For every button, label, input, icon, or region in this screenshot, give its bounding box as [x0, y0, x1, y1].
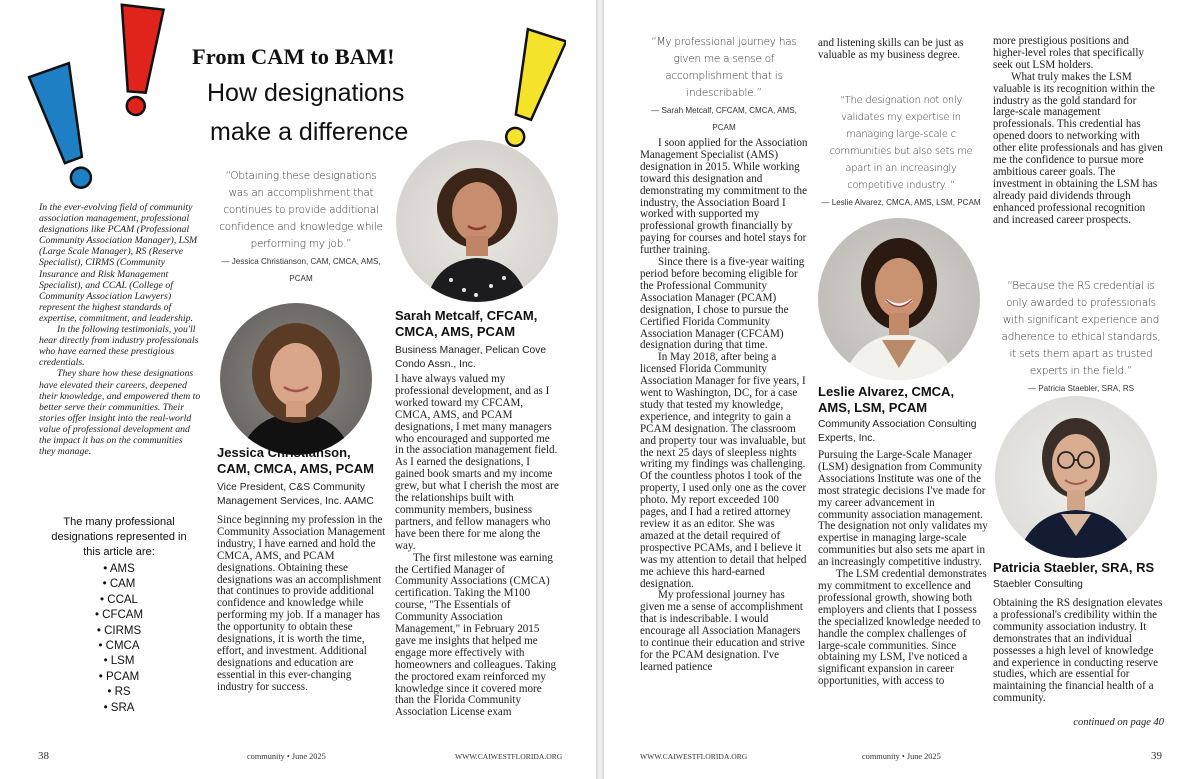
- leslie-body: [818, 450, 988, 688]
- designation-item: • CFCAM: [94, 609, 144, 622]
- pull-quote-text: “The designation not only validates my expertise in managing large-scale c communities but also sets me apart in an increasingly competitive industry..”: [829, 95, 973, 191]
- column1-paragraph-4: My professional journey has given me a sense of accomplishment that is indescribable. I would encourage all Association Managers to continue their education and strive for the PCAM designation. I've learned patience: [640, 589, 805, 673]
- designations-heading: The many professional designations represented in this article are:: [51, 516, 187, 558]
- designation-item: • LSM: [103, 655, 135, 668]
- pull-quote-leslie: [818, 92, 984, 211]
- patricia-staebler-photo: [995, 396, 1157, 558]
- page-number-right: 39: [1151, 750, 1162, 762]
- footer-url-left: WWW.CAIWESTFLORIDA.ORG: [455, 752, 563, 761]
- yellow-exclamation-graphic: [486, 26, 566, 156]
- designation-item: • SRA: [103, 701, 135, 714]
- leslie-name: Leslie Alvarez, CMCA, AMS, LSM, PCAM: [818, 384, 955, 415]
- designation-item: • AMS: [103, 563, 135, 575]
- designation-item: • PCAM: [98, 670, 140, 683]
- sarah-paragraph-2: The first milestone was earning the Certified Manager of Community Associations (CMCA) certification. Taking the M100 course, "The Essentials of Community Association Management," in February 2015 gave me insights that helped me engage more effectively with homeowners and colleagues. Taking the proctored exam reinforced my knowledge since it covered more than the Florida Community Association License exam: [395, 551, 557, 719]
- sarah-body: [395, 374, 560, 719]
- patricia-role: Staebler Consulting: [993, 579, 1083, 590]
- intro-paragraph-1: In the ever-evolving field of community association management, professional designations like PCAM (Professional Community Association Manager), LSM (Large Scale Manager), RS (Reserve Specialist), CIRMS (Community Insurance and Risk Management Specialist), and CCAL (College of Community Association Lawyers) represent the highest standards of expertise, commitment, and leadership.: [39, 202, 198, 324]
- exclamation-marks-graphic: [18, 0, 178, 200]
- sarah-name: Sarah Metcalf, CFCAM, CMCA, AMS, PCAM: [395, 308, 538, 339]
- pull-quote-sarah: [640, 34, 808, 136]
- jessica-paragraph: Since beginning my profession in the Community Association Management industry, I have earned and hold the CMCA, AMS, and PCAM designations. Obtaining these designations was an accomplishment that continues to provide additional confidence and knowledge while performing my job. If a manager has the opportunity to obtain these designations, it is worth the time, effort, and investment. Additional designations and education are essential in this ever-changing industry for success.: [217, 514, 386, 693]
- pull-quote-attribution: — Leslie Alvarez, CMCA, AMS, LSM, PCAM: [821, 198, 981, 207]
- column3-paragraph-1: more prestigious positions and higher-level roles that specifically seek out LSM holders.: [993, 35, 1145, 71]
- jessica-role: Vice President, C&S Community Management Services, Inc. AAMC: [217, 482, 374, 507]
- page-gutter: [596, 0, 604, 779]
- leslie-paragraph-2: The LSM credential demonstrates my commitment to excellence and professional growth, showing both employers and clients that I possess the specialized knowledge needed to handle the complex challenges of large-scale communities. Since obtaining my LSM, I've noticed a significant expansion in career opportunities, with access to: [818, 568, 987, 688]
- jessica-christianson-photo: [220, 303, 372, 455]
- article-title: From CAM to BAM!: [192, 44, 395, 69]
- column2-paragraph-top: and listening skills can be just as valuable as my business degree.: [818, 37, 964, 61]
- intro-paragraph-3: They share how these designations have elevated their careers, deepened their knowledge, and empowered them to better serve their communities. Their stories offer insight into the real-world value of professional development and the impact it has on the communities they manage.: [39, 368, 201, 458]
- right-column-3: [993, 36, 1163, 227]
- footer-url-right: WWW.CAIWESTFLORIDA.ORG: [640, 752, 748, 761]
- pull-quote-text: “Because the RS credential is only awarded to professionals with significant experience and adherence to ethical standards, it sets them apart as trusted experts in the field.”: [1001, 280, 1161, 377]
- sarah-paragraph-1: I have always valued my professional development, and as I worked toward my CFCAM, CMCA, AMS, and PCAM designations, I met many managers who encouraged and supported me in the association management field. As I earned the designations, I gained book smarts and my income grew, but what I cherish the most are the relationships built with community members, business partners, and fellow managers who have been there for me along the way.: [395, 373, 559, 552]
- footer-magazine-left: community • June 2025: [247, 752, 326, 761]
- sarah-metcalf-photo: [396, 140, 558, 302]
- intro-paragraph-2: In the following testimonials, you'll hear directly from industry professionals who have earned these prestigious credentials.: [39, 324, 199, 369]
- sarah-role: Business Manager, Pelican Cove Condo Assn., Inc.: [395, 345, 547, 370]
- sarah-section: [395, 308, 560, 719]
- leslie-section: [818, 384, 988, 688]
- patricia-paragraph: Obtaining the RS designation elevates a professional's credibility within the community association industry. It demonstrates that an individual possesses a high level of knowledge and experience in conducting reserve studies, which are essential for maintaining the financial health of a community.: [993, 597, 1163, 705]
- pull-quote-patricia: [998, 278, 1164, 397]
- designations-box: [50, 515, 188, 716]
- jessica-section: [217, 445, 387, 694]
- patricia-section: [993, 560, 1165, 705]
- column1-paragraph-1: I soon applied for the Association Management Specialist (AMS) designation in 2015. While working toward this designation and demonstrating my commitment to the industry, the Association Board I worked with supported my professional growth financially by paying for courses and hotel stays for further training.: [640, 137, 808, 257]
- pull-quote-attribution: — Sarah Metcalf, CFCAM, CMCA, AMS, PCAM: [651, 106, 797, 132]
- intro-text: [39, 202, 201, 457]
- pull-quote-jessica: [218, 168, 384, 287]
- column3-paragraph-2: What truly makes the LSM valuable is its recognition within the industry as the gold standard for large-scale management professionals. This credential has opened doors to networking with other elite professionals and has given me the confidence to pursue more ambitious career goals. The investment in obtaining the LSM has already paid dividends through enhanced professional recognition and increased career prospects.: [993, 70, 1163, 226]
- designation-item: • CMCA: [98, 640, 140, 653]
- patricia-body: [993, 598, 1165, 705]
- jessica-name: Jessica Christianson, CAM, CMCA, AMS, PCAM: [217, 445, 374, 476]
- leslie-paragraph-1: Pursuing the Large-Scale Manager (LSM) designation from Community Associations Institute was one of the most strategic decisions I've made for my career advancement in community association management. The designation not only validates my expertise in managing large-scale communities but also sets me apart in an increasingly competitive industry.: [818, 449, 988, 569]
- leslie-alvarez-photo: [818, 218, 980, 380]
- column1-paragraph-2: Since there is a five-year waiting period before becoming eligible for the Professional Community Association Manager (PCAM) designation, I chose to pursue the Certified Florida Community Association Manager (CFCAM) designation during that time.: [640, 256, 805, 352]
- right-column-2-top: [818, 38, 984, 62]
- footer-magazine-right: community • June 2025: [862, 752, 941, 761]
- designation-item: • RS: [107, 686, 131, 699]
- jessica-body: [217, 515, 387, 694]
- pull-quote-attribution: — Jessica Christianson, CAM, CMCA, AMS, PCAM: [221, 257, 381, 283]
- column1-paragraph-3: In May 2018, after being a licensed Florida Community Association Manager for five years, I went to Washington, DC, for a case study that tested my knowledge, experience, and integrity to gain a PCAM designation. The classroom and property tour was invaluable, but the next 25 days of sleepless nights writing my findings was challenging. Of the countless photos I took of the property, I used only one as the cover photo. My report exceeded 100 pages, and I had a retired attorney review it as an editor. She was amazed at the detail required of prospective PCAMs, and I believe it was my attention to detail that helped me achieve this hard-earned designation.: [640, 351, 807, 590]
- article-subtitle-1: How designations: [207, 79, 405, 107]
- designation-item: • CIRMS: [96, 624, 142, 637]
- page-number-left: 38: [38, 750, 49, 762]
- continued-note: continued on page 40: [1073, 717, 1164, 728]
- patricia-name: Patricia Staebler, SRA, RS: [993, 560, 1155, 575]
- leslie-role: Community Association Consulting Experts, Inc.: [818, 419, 977, 444]
- right-column-1: [640, 138, 808, 674]
- pull-quote-text: “My professional journey has given me a sense of accomplishment that is indescribable.”: [651, 36, 797, 99]
- pull-quote-attribution: — Patricia Staebler, SRA, RS: [1027, 384, 1135, 393]
- pull-quote-text: “Obtaining these designations was an accomplishment that continues to provide additional confidence and knowledge while performing my job.”: [219, 170, 383, 250]
- right-page: [604, 0, 1200, 779]
- designation-item: • CAM: [102, 578, 136, 591]
- article-subtitle-2: make a difference: [210, 118, 409, 146]
- designation-item: • CCAL: [100, 593, 138, 606]
